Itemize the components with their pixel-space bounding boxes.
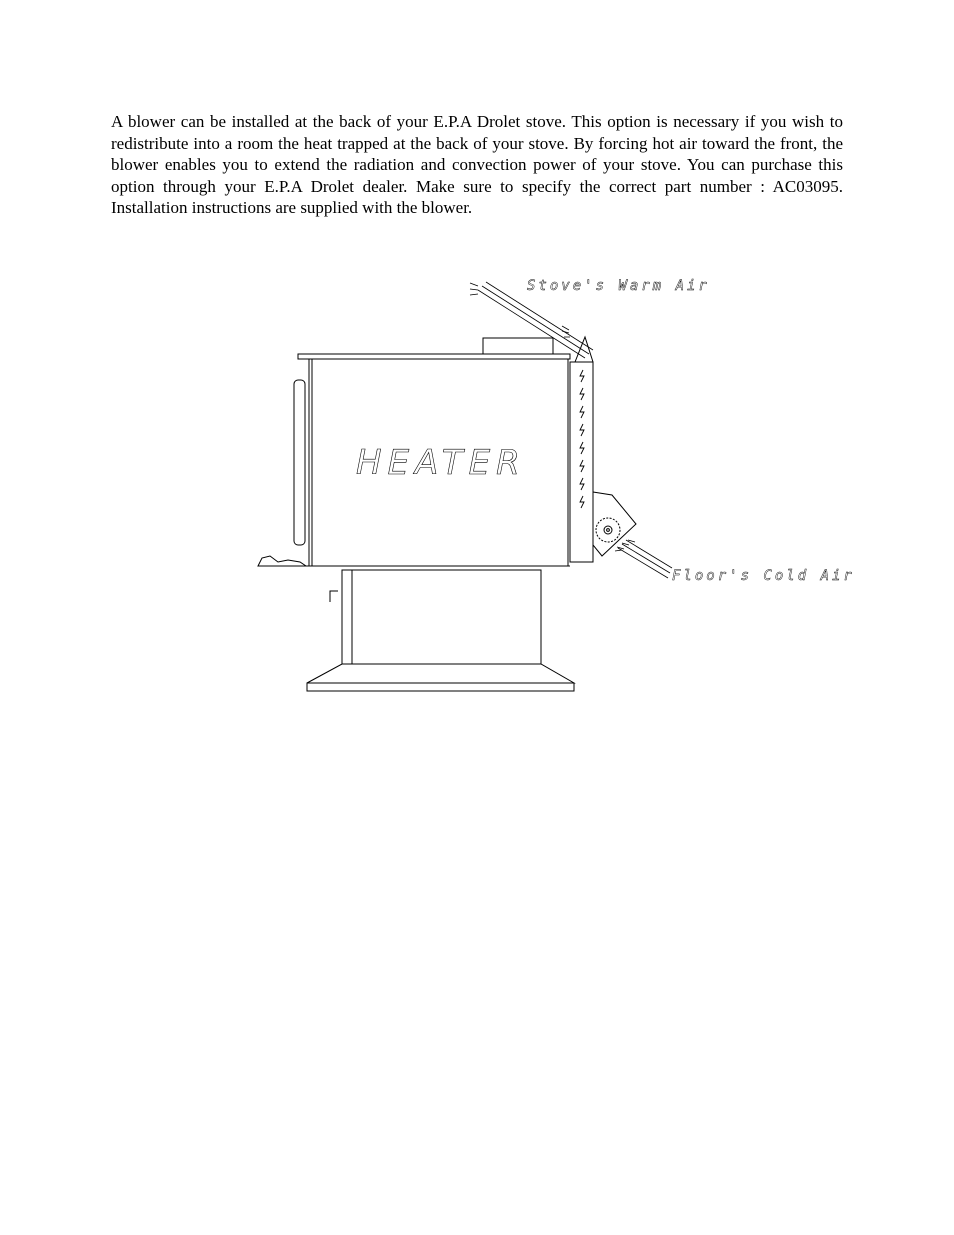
cold-air-flow	[615, 540, 672, 578]
flue-collar	[483, 338, 553, 354]
heater-label: HEATER	[356, 443, 526, 483]
cold-air-label: Floor's Cold Air	[672, 568, 855, 584]
base-plate	[307, 664, 574, 683]
warm-air-arrow-1	[470, 283, 478, 295]
blower-fan-housing	[593, 492, 636, 556]
warm-air-arrow-2	[562, 326, 570, 337]
blower-description-paragraph: A blower can be installed at the back of your E.P.A Drolet stove. This option is necessary if you wish to redistribute into a room the heat trapped at the back of your stove. By forcing hot air toward the front, the blower enables you to extend the radiation and convection power of your stove. You can purchase this option through your E.P.A Drolet dealer. Make sure to specify the correct part number : AC03095. Installation instructions are supplied with the blower.	[111, 112, 843, 218]
stove-top-plate	[298, 354, 570, 359]
ash-lip	[258, 556, 306, 566]
base-foot	[307, 683, 574, 691]
door-handle	[294, 380, 305, 545]
blower-fan-wheel	[596, 518, 620, 542]
leg-bracket	[330, 591, 338, 602]
duct-airflow-arrows	[580, 370, 584, 508]
pedestal	[342, 570, 541, 664]
warm-air-label: Stove's Warm Air	[527, 278, 710, 294]
